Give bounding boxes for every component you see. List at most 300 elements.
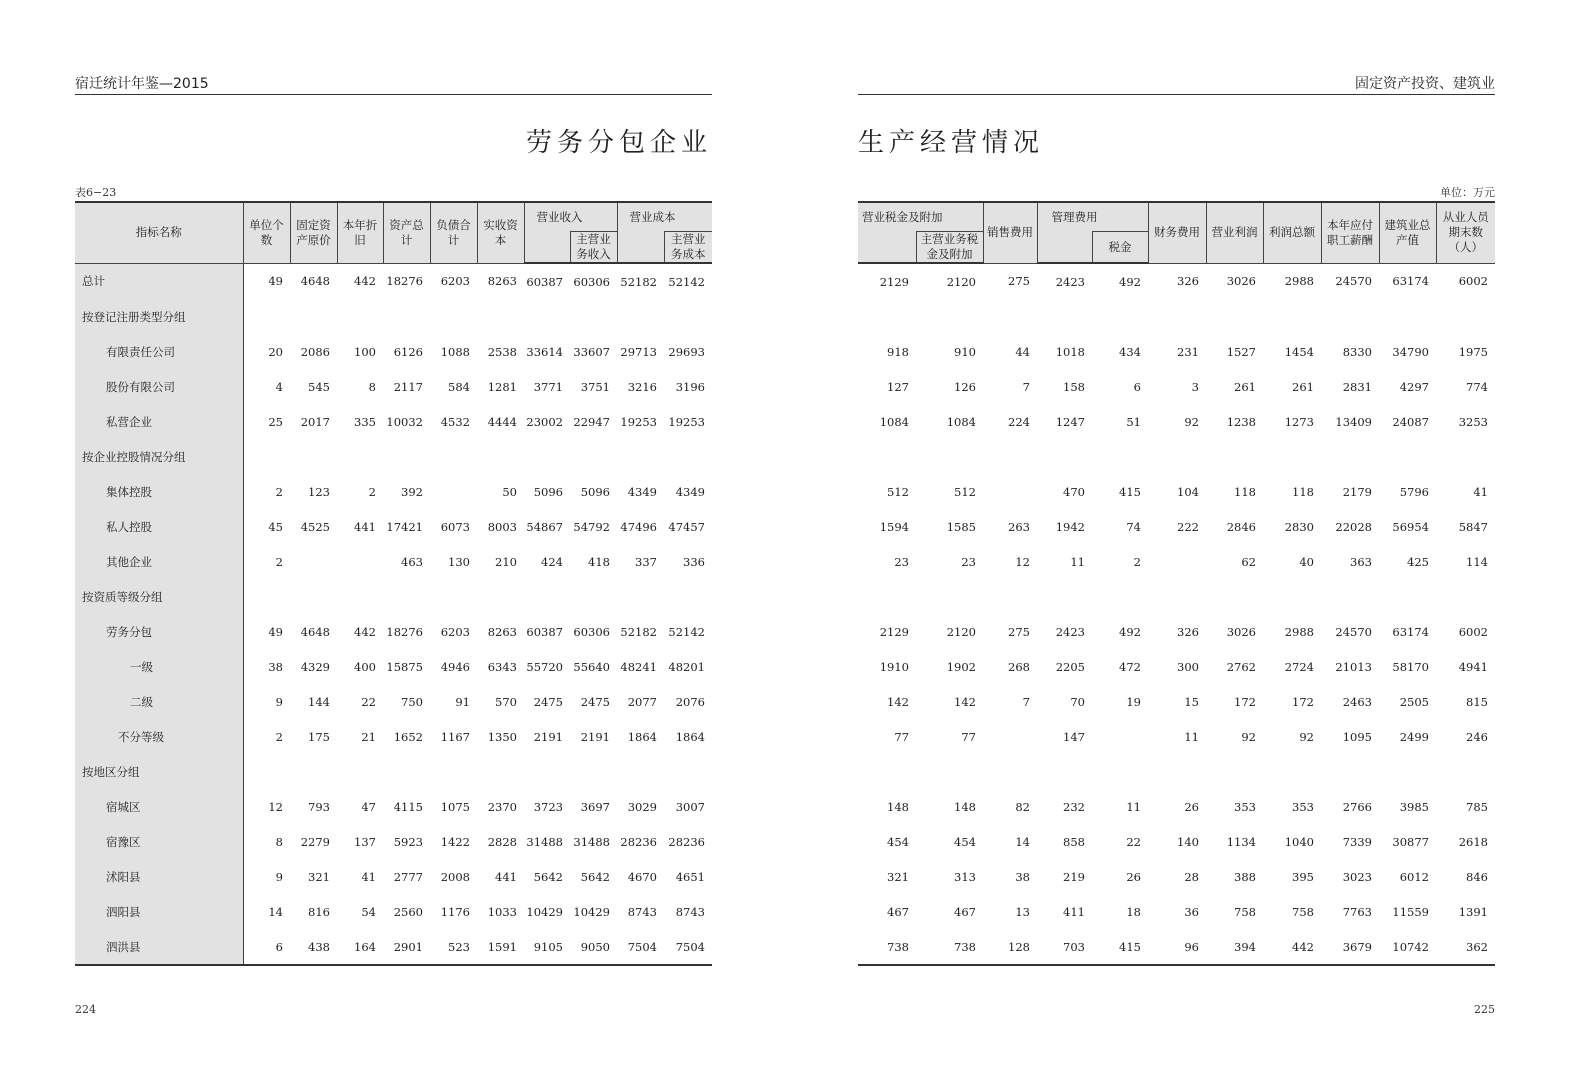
table-row	[75, 474, 712, 509]
table-cell: 918	[887, 344, 909, 359]
table-cell: 1585	[946, 519, 976, 534]
row-label: 私人控股	[75, 509, 243, 544]
table-cell: 1134	[1226, 834, 1256, 849]
table-cell	[477, 299, 524, 334]
table-cell: 11	[1184, 729, 1199, 744]
table-cell: 33614	[526, 344, 563, 359]
table-cell: 424	[541, 554, 563, 569]
table-cell: 1652	[393, 729, 423, 744]
table-cell: 442	[1263, 929, 1321, 965]
table-cell: 785	[1466, 799, 1488, 814]
table-row	[75, 894, 712, 929]
table-cell: 12	[1015, 554, 1030, 569]
table-cell: 4648	[300, 274, 330, 289]
table-cell: 758	[1234, 904, 1256, 919]
table-cell: 6343	[487, 659, 517, 674]
table-cell	[383, 754, 430, 789]
table-cell: 210	[495, 554, 517, 569]
header-total-profit: 利润总额	[1263, 202, 1321, 263]
table-cell	[664, 579, 712, 614]
table-cell: 6	[1133, 379, 1141, 394]
table-cell: 1084	[946, 414, 976, 429]
header-mgmt-expense: 管理费用	[1037, 202, 1148, 232]
table-row	[75, 929, 712, 965]
table-cell	[1037, 754, 1092, 789]
table-cell: 7339	[1342, 834, 1372, 849]
table-cell: 1864	[675, 729, 705, 744]
table-cell	[1321, 754, 1379, 789]
table-cell	[1092, 579, 1148, 614]
table-cell: 738	[916, 929, 983, 965]
table-cell: 3196	[675, 379, 705, 394]
table-cell: 5847	[1458, 519, 1488, 534]
table-cell: 24570	[1335, 624, 1372, 639]
table-cell	[1092, 754, 1148, 789]
table-cell	[617, 579, 664, 614]
table-cell: 2205	[1055, 659, 1085, 674]
table-cell: 2846	[1226, 519, 1256, 534]
table-cell: 56954	[1392, 519, 1429, 534]
row-label: 股份有限公司	[75, 369, 243, 404]
table-cell: 172	[1292, 694, 1314, 709]
table-cell: 442	[354, 274, 376, 289]
header-main-revenue: 主营业务收入	[570, 232, 617, 264]
table-cell: 2370	[487, 799, 517, 814]
table-cell: 9105	[524, 929, 570, 965]
row-label: 二级	[75, 684, 243, 719]
table-cell: 31488	[573, 834, 610, 849]
table-cell	[1037, 439, 1092, 474]
table-row	[858, 334, 1495, 369]
table-cell: 4946	[440, 659, 470, 674]
table-cell	[477, 754, 524, 789]
row-label: 泗洪县	[75, 929, 243, 965]
right-page	[858, 0, 1495, 1077]
table-cell: 3216	[627, 379, 657, 394]
table-cell: 2191	[580, 729, 610, 744]
table-cell: 47457	[668, 519, 705, 534]
table-cell: 2077	[627, 694, 657, 709]
table-cell	[1436, 299, 1495, 334]
table-cell: 415	[1119, 484, 1141, 499]
table-cell: 8263	[487, 624, 517, 639]
table-cell: 4444	[487, 414, 517, 429]
table-cell: 4941	[1458, 659, 1488, 674]
table-cell: 1454	[1284, 344, 1314, 359]
table-cell	[337, 299, 383, 334]
table-cell: 467	[887, 904, 909, 919]
table-cell	[1092, 439, 1148, 474]
table-cell: 175	[308, 729, 330, 744]
table-cell	[916, 579, 983, 614]
table-cell	[1379, 299, 1436, 334]
table-cell: 418	[588, 554, 610, 569]
table-cell: 2279	[300, 834, 330, 849]
table-cell: 3023	[1342, 869, 1372, 884]
table-cell: 1942	[1055, 519, 1085, 534]
table-cell: 158	[1063, 379, 1085, 394]
table-cell	[524, 579, 570, 614]
table-cell: 222	[1177, 519, 1199, 534]
header-rule-left	[75, 94, 712, 95]
header-tax-surcharge: 营业税金及附加	[858, 202, 983, 232]
table-cell: 353	[1234, 799, 1256, 814]
table-cell: 2475	[580, 694, 610, 709]
table-cell: 1095	[1342, 729, 1372, 744]
table-cell	[1263, 579, 1321, 614]
table-cell: 23	[961, 554, 976, 569]
table-row	[858, 263, 1495, 299]
running-head-right: 固定资产投资、建筑业	[1355, 76, 1495, 92]
table-cell: 1238	[1226, 414, 1256, 429]
table-cell: 10032	[386, 414, 423, 429]
table-cell: 13409	[1335, 414, 1372, 429]
table-cell: 45	[268, 519, 283, 534]
page-title-left: 劳务分包企业	[525, 128, 712, 158]
table-cell: 128	[983, 929, 1037, 965]
table-cell: 147	[1063, 729, 1085, 744]
table-cell: 454	[954, 834, 976, 849]
table-cell	[290, 579, 337, 614]
table-row	[75, 754, 712, 789]
table-cell: 19	[1126, 694, 1141, 709]
table-cell: 1040	[1284, 834, 1314, 849]
table-cell: 20	[268, 344, 283, 359]
table-cell	[916, 299, 983, 334]
table-cell	[664, 439, 712, 474]
table-cell: 512	[887, 484, 909, 499]
table-cell: 326	[1177, 274, 1199, 289]
table-cell	[290, 299, 337, 334]
table-cell: 29693	[668, 344, 705, 359]
table-cell: 7504	[664, 929, 712, 965]
table-cell	[858, 579, 916, 614]
table-cell: 441	[354, 519, 376, 534]
table-cell	[290, 439, 337, 474]
table-row	[858, 509, 1495, 544]
table-cell: 4670	[627, 869, 657, 884]
table-cell: 492	[1119, 274, 1141, 289]
table-cell: 8743	[627, 904, 657, 919]
table-cell: 6126	[393, 344, 423, 359]
header-cost: 营业成本	[617, 202, 712, 232]
table-cell: 275	[1008, 274, 1030, 289]
table-cell: 47496	[620, 519, 657, 534]
table-cell	[1321, 299, 1379, 334]
row-label: 宿豫区	[75, 824, 243, 859]
table-row	[75, 789, 712, 824]
table-cell: 219	[1063, 869, 1085, 884]
table-cell: 442	[354, 624, 376, 639]
table-cell: 232	[1063, 799, 1085, 814]
table-cell: 26	[1184, 799, 1199, 814]
table-cell	[570, 439, 617, 474]
table-cell: 36	[1184, 904, 1199, 919]
table-cell: 114	[1466, 554, 1488, 569]
table-cell: 4648	[300, 624, 330, 639]
table-cell	[983, 754, 1037, 789]
table-cell	[1263, 299, 1321, 334]
table-cell: 77	[961, 729, 976, 744]
table-cell: 5096	[533, 484, 563, 499]
table-cell: 164	[337, 929, 383, 965]
table-cell: 1018	[1055, 344, 1085, 359]
table-cell: 5642	[533, 869, 563, 884]
row-label: 其他企业	[75, 544, 243, 579]
header-revenue: 营业收入	[524, 202, 617, 232]
table-cell: 4349	[627, 484, 657, 499]
table-cell	[1037, 299, 1092, 334]
table-row	[75, 579, 712, 614]
table-cell: 3026	[1226, 624, 1256, 639]
table-cell	[243, 754, 290, 789]
table-cell: 49	[268, 274, 283, 289]
table-cell: 394	[1206, 929, 1263, 965]
table-cell: 92	[1241, 729, 1256, 744]
table-cell: 2017	[300, 414, 330, 429]
header-liabilities: 负债合计	[430, 202, 477, 263]
table-cell: 3985	[1399, 799, 1429, 814]
table-cell: 26	[1126, 869, 1141, 884]
table-cell: 336	[683, 554, 705, 569]
table-cell: 268	[1008, 659, 1030, 674]
table-cell: 18276	[386, 274, 423, 289]
table-cell: 815	[1466, 694, 1488, 709]
table-cell: 1527	[1226, 344, 1256, 359]
table-cell	[1321, 439, 1379, 474]
table-cell: 321	[308, 869, 330, 884]
table-cell: 18	[1126, 904, 1141, 919]
table-cell: 52142	[668, 624, 705, 639]
table-cell: 750	[401, 694, 423, 709]
table-cell: 9	[275, 694, 283, 709]
table-cell	[983, 579, 1037, 614]
table-cell: 118	[1234, 484, 1256, 499]
table-cell: 1591	[477, 929, 524, 965]
table-cell: 60387	[526, 624, 563, 639]
table-cell	[290, 544, 337, 579]
table-cell: 144	[308, 694, 330, 709]
table-cell: 5923	[393, 834, 423, 849]
table-cell: 82	[1015, 799, 1030, 814]
table-cell	[524, 439, 570, 474]
table-cell: 3697	[580, 799, 610, 814]
table-cell: 118	[1292, 484, 1314, 499]
table-row	[75, 369, 712, 404]
row-label: 按资质等级分组	[75, 579, 243, 614]
table-cell	[290, 754, 337, 789]
table-cell	[916, 439, 983, 474]
table-cell: 438	[290, 929, 337, 965]
table-cell: 395	[1292, 869, 1314, 884]
table-cell: 1975	[1458, 344, 1488, 359]
table-cell	[1148, 754, 1206, 789]
table-cell: 54	[361, 904, 376, 919]
table-cell: 14	[1015, 834, 1030, 849]
table-cell: 2179	[1342, 484, 1372, 499]
table-cell: 8263	[487, 274, 517, 289]
table-cell	[570, 754, 617, 789]
table-cell: 92	[1299, 729, 1314, 744]
table-cell: 2120	[946, 624, 976, 639]
table-row	[75, 719, 712, 754]
table-cell: 2538	[487, 344, 517, 359]
table-cell	[1206, 439, 1263, 474]
table-cell: 335	[354, 414, 376, 429]
table-cell: 52182	[620, 624, 657, 639]
table-cell: 362	[1436, 929, 1495, 965]
table-cell: 3007	[675, 799, 705, 814]
table-cell: 858	[1063, 834, 1085, 849]
table-cell: 54867	[526, 519, 563, 534]
table-cell: 130	[448, 554, 470, 569]
table-cell	[430, 474, 477, 509]
table-row	[858, 719, 1495, 754]
table-cell: 263	[1008, 519, 1030, 534]
table-cell: 545	[308, 379, 330, 394]
table-cell: 48201	[668, 659, 705, 674]
table-cell: 3771	[533, 379, 563, 394]
table-cell: 51	[1126, 414, 1141, 429]
row-label: 泗阳县	[75, 894, 243, 929]
table-cell: 2463	[1342, 694, 1372, 709]
table-cell: 142	[954, 694, 976, 709]
table-cell: 2	[368, 484, 376, 499]
table-cell: 148	[954, 799, 976, 814]
row-label: 宿城区	[75, 789, 243, 824]
table-cell: 18276	[386, 624, 423, 639]
table-cell: 2120	[946, 274, 976, 289]
table-cell: 2475	[533, 694, 563, 709]
table-cell: 388	[1234, 869, 1256, 884]
table-cell: 1167	[440, 729, 470, 744]
table-cell: 7	[1022, 379, 1030, 394]
table-row	[858, 404, 1495, 439]
table-cell	[337, 544, 383, 579]
table-cell	[617, 754, 664, 789]
table-cell	[1379, 439, 1436, 474]
row-label: 一级	[75, 649, 243, 684]
table-row	[858, 649, 1495, 684]
table-cell: 9050	[570, 929, 617, 965]
table-cell: 22028	[1335, 519, 1372, 534]
table-cell: 25	[268, 414, 283, 429]
table-row	[75, 439, 712, 474]
table-cell: 4115	[393, 799, 423, 814]
table-cell: 2076	[675, 694, 705, 709]
table-cell: 3029	[627, 799, 657, 814]
table-cell: 7763	[1342, 904, 1372, 919]
table-cell: 38	[1015, 869, 1030, 884]
table-cell: 41	[361, 869, 376, 884]
table-row	[75, 859, 712, 894]
table-cell: 34790	[1392, 344, 1429, 359]
header-depreciation: 本年折旧	[337, 202, 383, 263]
table-cell: 6012	[1399, 869, 1429, 884]
table-cell: 2499	[1399, 729, 1429, 744]
table-cell: 137	[354, 834, 376, 849]
table-cell: 910	[954, 344, 976, 359]
table-cell: 50	[502, 484, 517, 499]
table-cell: 60387	[526, 274, 563, 289]
table-cell: 2560	[393, 904, 423, 919]
table-cell: 1281	[487, 379, 517, 394]
table-cell: 434	[1119, 344, 1141, 359]
running-head-left: 宿迁统计年鉴—2015	[75, 76, 209, 92]
table-cell: 3026	[1226, 274, 1256, 289]
table-cell	[983, 474, 1037, 509]
table-row	[858, 929, 1495, 965]
table-cell: 472	[1119, 659, 1141, 674]
table-cell	[430, 754, 477, 789]
table-cell: 21	[361, 729, 376, 744]
table-row	[858, 684, 1495, 719]
table-cell: 2423	[1055, 624, 1085, 639]
header-employees: 从业人员期末数（人）	[1436, 202, 1495, 263]
table-cell: 2766	[1342, 799, 1372, 814]
table-cell: 467	[954, 904, 976, 919]
table-cell: 2191	[533, 729, 563, 744]
table-cell: 224	[1008, 414, 1030, 429]
table-row	[75, 649, 712, 684]
table-cell: 411	[1063, 904, 1085, 919]
table-row	[75, 684, 712, 719]
table-cell: 2008	[440, 869, 470, 884]
table-cell: 470	[1063, 484, 1085, 499]
table-cell	[1379, 579, 1436, 614]
table-cell: 454	[887, 834, 909, 849]
table-cell	[858, 754, 916, 789]
header-total-assets: 资产总计	[383, 202, 430, 263]
table-cell: 2	[275, 729, 283, 744]
table-cell	[1379, 754, 1436, 789]
table-row	[858, 894, 1495, 929]
header-tax: 税金	[1092, 232, 1148, 264]
table-cell: 2762	[1226, 659, 1256, 674]
table-cell: 275	[1008, 624, 1030, 639]
table-cell: 74	[1126, 519, 1141, 534]
table-cell	[383, 439, 430, 474]
table-cell: 11	[1070, 554, 1085, 569]
table-cell: 4329	[300, 659, 330, 674]
table-cell: 3253	[1458, 414, 1488, 429]
right-table	[858, 201, 1495, 966]
table-cell: 49	[268, 624, 283, 639]
table-cell: 104	[1177, 484, 1199, 499]
table-cell: 77	[894, 729, 909, 744]
table-cell: 24087	[1392, 414, 1429, 429]
row-label: 总计	[75, 263, 243, 299]
table-cell: 816	[308, 904, 330, 919]
table-row	[858, 614, 1495, 649]
table-cell: 47	[361, 799, 376, 814]
table-cell: 3679	[1321, 929, 1379, 965]
table-cell: 38	[268, 659, 283, 674]
table-cell: 7	[1022, 694, 1030, 709]
table-cell: 2828	[487, 834, 517, 849]
table-cell: 62	[1241, 554, 1256, 569]
page-title-right: 生产经营情况	[858, 128, 1045, 158]
table-cell	[1092, 299, 1148, 334]
table-cell	[1263, 439, 1321, 474]
table-cell: 1176	[440, 904, 470, 919]
table-row	[858, 859, 1495, 894]
row-label: 私营企业	[75, 404, 243, 439]
header-payroll: 本年应付职工薪酬	[1321, 202, 1379, 263]
table-cell: 126	[954, 379, 976, 394]
page-number-right: 225	[1474, 1003, 1495, 1016]
table-cell: 570	[495, 694, 517, 709]
